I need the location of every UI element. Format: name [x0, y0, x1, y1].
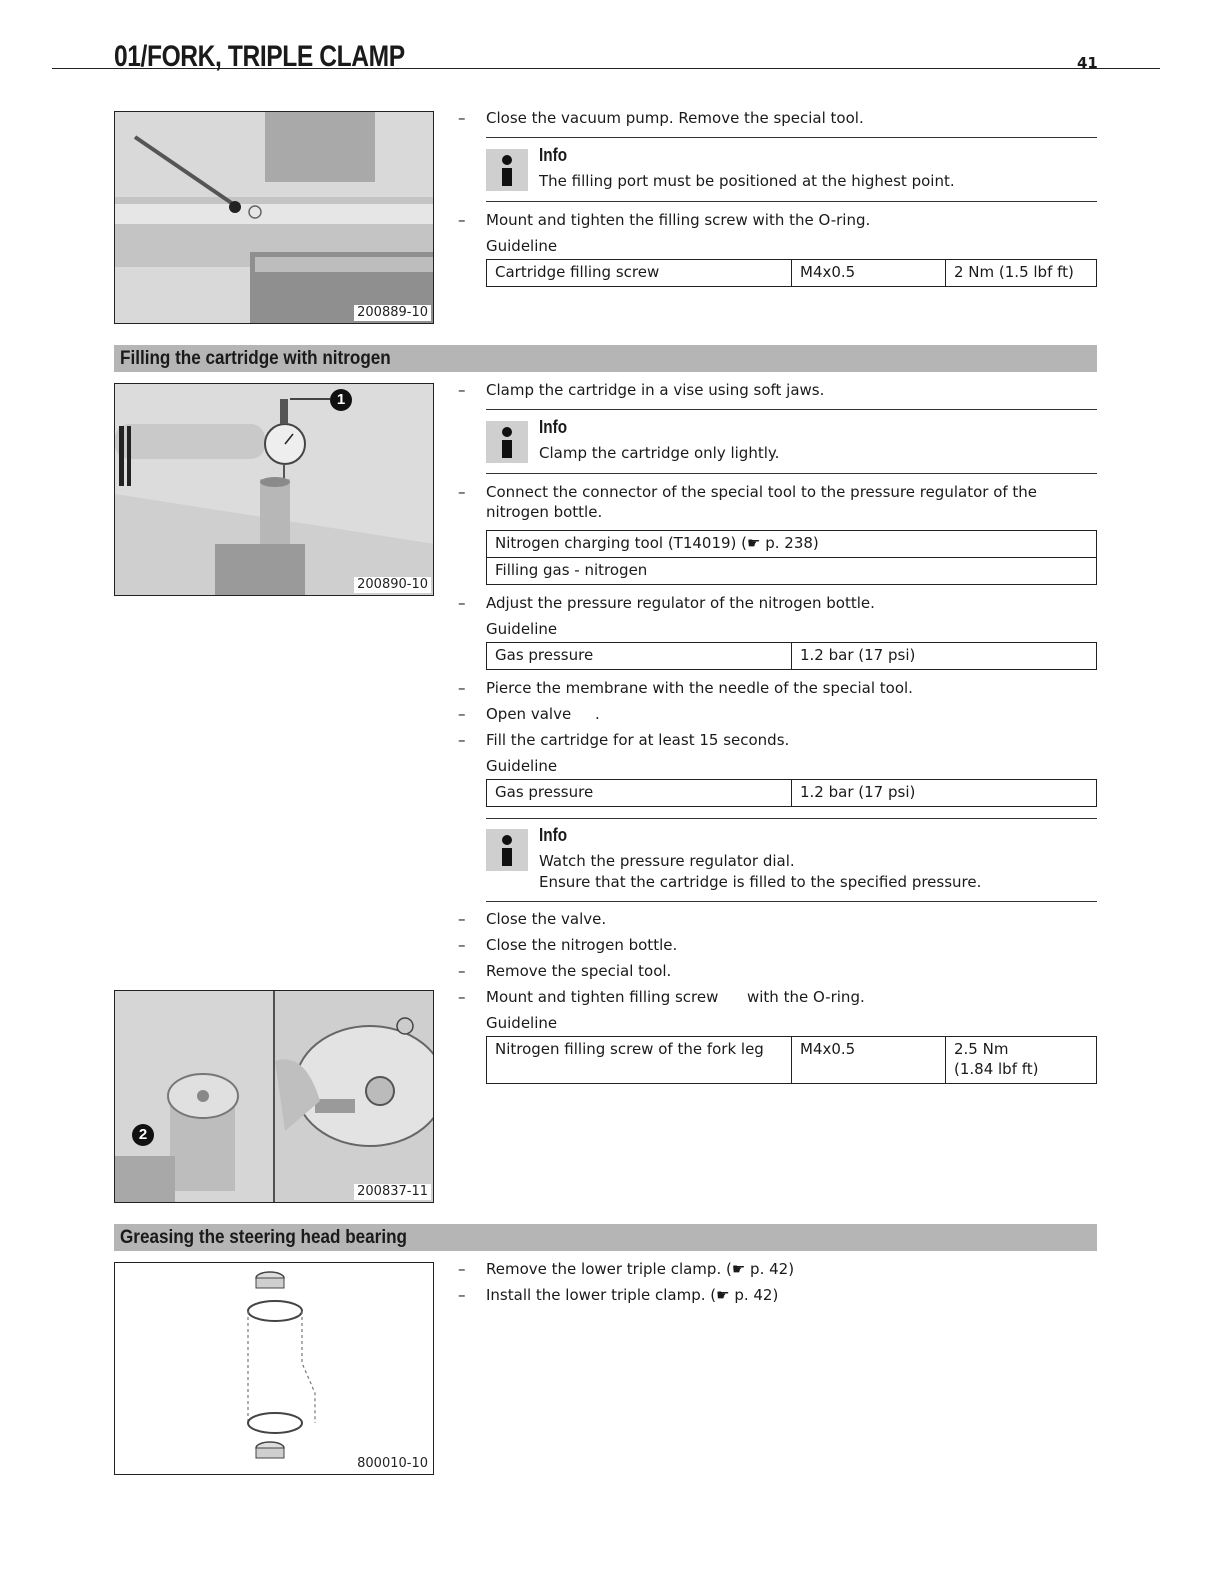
- step-close-valve: – Close the valve.: [458, 910, 607, 928]
- guideline-label: Guideline: [486, 757, 558, 775]
- figure-steering-bearing: [114, 1262, 434, 1475]
- step-close-vacuum-pump: – Close the vacuum pump. Remove the special tool.: [458, 109, 864, 127]
- spec-table-nitrogen-screw: [486, 1036, 1097, 1084]
- guideline-label: Guideline: [486, 1014, 558, 1032]
- info-rule-top: [486, 818, 1097, 819]
- section-heading-nitrogen: Filling the cartridge with nitrogen: [114, 345, 1097, 372]
- info-rule-bottom: [486, 901, 1097, 902]
- header-rule: [52, 68, 1160, 69]
- step-remove-triple-clamp: – Remove the lower triple clamp. (☛ p. 42): [458, 1260, 795, 1278]
- table-cell: Gas pressure: [487, 780, 792, 807]
- step-fill-cartridge: – Fill the cartridge for at least 15 seconds.: [458, 731, 790, 749]
- info-text: The filling port must be positioned at the highest point.: [539, 172, 955, 190]
- figure-code: 200890-10: [354, 577, 431, 593]
- step-mount-nitrogen-screw: – Mount and tighten filling screw with the O-ring.: [458, 988, 865, 1006]
- table-cell: M4x0.5: [792, 1037, 946, 1084]
- info-rule-top: [486, 137, 1097, 138]
- info-text: Ensure that the cartridge is filled to the specified pressure.: [539, 873, 982, 891]
- figure-filling-screw: [114, 990, 434, 1203]
- info-text: Clamp the cartridge only lightly.: [539, 444, 780, 462]
- spec-table-gas-pressure: [486, 779, 1097, 807]
- step-install-triple-clamp: – Install the lower triple clamp. (☛ p. 42): [458, 1286, 779, 1304]
- info-rule-bottom: [486, 473, 1097, 474]
- callout-1: 1: [330, 389, 352, 411]
- step-clamp-cartridge: – Clamp the cartridge in a vise using soft jaws.: [458, 381, 825, 399]
- step-mount-filling-screw: – Mount and tighten the filling screw with the O-ring.: [458, 211, 871, 229]
- guideline-label: Guideline: [486, 620, 558, 638]
- tool-table: [486, 530, 1097, 585]
- table-cell: Cartridge filling screw: [487, 260, 792, 287]
- info-icon: [486, 829, 528, 871]
- info-icon: [486, 149, 528, 191]
- page-title: 01/FORK, TRIPLE CLAMP: [114, 40, 405, 73]
- table-cell: 1.2 bar (17 psi): [792, 643, 1097, 670]
- table-cell: [946, 1037, 1097, 1084]
- table-cell: M4x0.5: [792, 260, 946, 287]
- guideline-label: Guideline: [486, 237, 558, 255]
- table-cell: 2 Nm (1.5 lbf ft): [946, 260, 1097, 287]
- torque-value: 2.5 Nm: [954, 1040, 1009, 1058]
- step-remove-tool: – Remove the special tool.: [458, 962, 672, 980]
- info-rule-top: [486, 409, 1097, 410]
- table-cell: Gas pressure: [487, 643, 792, 670]
- figure-vacuum-tool: [114, 111, 434, 324]
- step-pierce-membrane: – Pierce the membrane with the needle of the special tool.: [458, 679, 913, 697]
- table-cell: Nitrogen filling screw of the fork leg: [487, 1037, 792, 1084]
- table-cell: Filling gas - nitrogen: [487, 558, 1097, 585]
- figure-code: 800010-10: [354, 1456, 431, 1472]
- spec-table-cartridge-screw: [486, 259, 1097, 287]
- figure-code: 200837-11: [354, 1184, 431, 1200]
- info-title: Info: [539, 417, 568, 437]
- info-text: Watch the pressure regulator dial.: [539, 852, 795, 870]
- info-rule-bottom: [486, 201, 1097, 202]
- table-cell: 1.2 bar (17 psi): [792, 780, 1097, 807]
- step-open-valve: – Open valve .: [458, 705, 600, 723]
- step-adjust-regulator: – Adjust the pressure regulator of the nitrogen bottle.: [458, 594, 875, 612]
- info-title: Info: [539, 145, 568, 165]
- section-heading-greasing: Greasing the steering head bearing: [114, 1224, 1097, 1251]
- callout-2: 2: [132, 1124, 154, 1146]
- spec-table-gas-pressure: [486, 642, 1097, 670]
- figure-nitrogen-gauge: [114, 383, 434, 596]
- step-close-bottle: – Close the nitrogen bottle.: [458, 936, 678, 954]
- torque-value-imperial: (1.84 lbf ft): [954, 1060, 1039, 1078]
- figure-code: 200889-10: [354, 305, 431, 321]
- step-connect-connector: – Connect the connector of the special tool to the pressure regulator of the nitrogen bottle.: [458, 483, 1038, 521]
- page-number: 41: [1077, 54, 1098, 72]
- info-title: Info: [539, 825, 568, 845]
- info-icon: [486, 421, 528, 463]
- table-cell: Nitrogen charging tool (T14019) (☛ p. 238): [487, 531, 1097, 558]
